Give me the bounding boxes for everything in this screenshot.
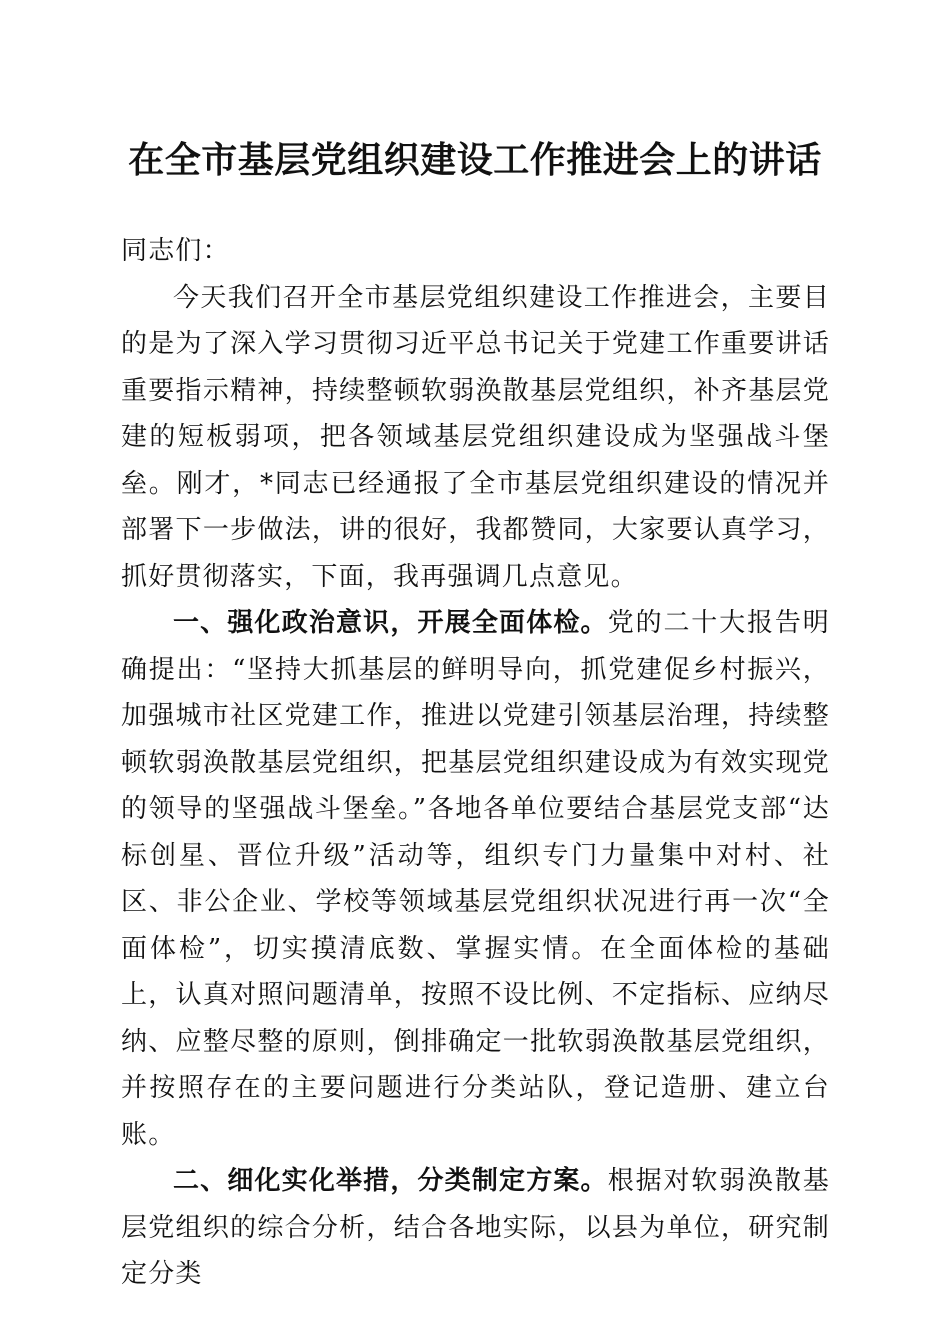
paragraph-section-2 — [121, 1158, 830, 1298]
section-heading: 二、细化实化举措，分类制定方案。 — [173, 1166, 608, 1196]
paragraph-text: 党的二十大报告明确提出：“坚持大抓基层的鲜明导向，抓党建促乡村振兴，加强城市社区党建工作，推进以党建引领基层治理，持续整顿软弱涣散基层党组织，把基层党组织建设成为有效实现党的领导的坚强战斗堡垒。”各地各单位要结合基层党支部“达标创星、晋位升级”活动等，组织专门力量集中对村、社区、非公企业、学校等领域基层党组织状况进行再一次“全面体检”，切实摸清底数、掌握实情。在全面体检的基础上，认真对照问题清单，按照不设比例、不定指标、应纳尽纳、应整尽整的原则，倒排确定一批软弱涣散基层党组织，并按照存在的主要问题进行分类站队，登记造册、建立台账。 — [121, 608, 830, 1150]
paragraph-section-1 — [121, 600, 830, 1158]
salutation: 同志们： — [121, 236, 230, 266]
paragraph-text: 根据对软弱涣散基层党组织的综合分析，结合各地实际，以县为单位，研究制定分类 — [121, 1166, 830, 1289]
document-title: 在全市基层党组织建设工作推进会上的讲话 — [128, 139, 822, 181]
paragraph-text: 今天我们召开全市基层党组织建设工作推进会，主要目的是为了深入学习贯彻习近平总书记关于党建工作重要讲话重要指示精神，持续整顿软弱涣散基层党组织，补齐基层党建的短板弱项，把各领域基层党组织建设成为坚强战斗堡垒。刚才，*同志已经通报了全市基层党组织建设的情况并部署下一步做法，讲的很好，我都赞同，大家要认真学习，抓好贯彻落实，下面，我再强调几点意见。 — [121, 282, 830, 592]
paragraph-intro — [121, 275, 830, 601]
document-body — [121, 228, 830, 1298]
section-heading: 一、强化政治意识，开展全面体检。 — [173, 608, 608, 638]
